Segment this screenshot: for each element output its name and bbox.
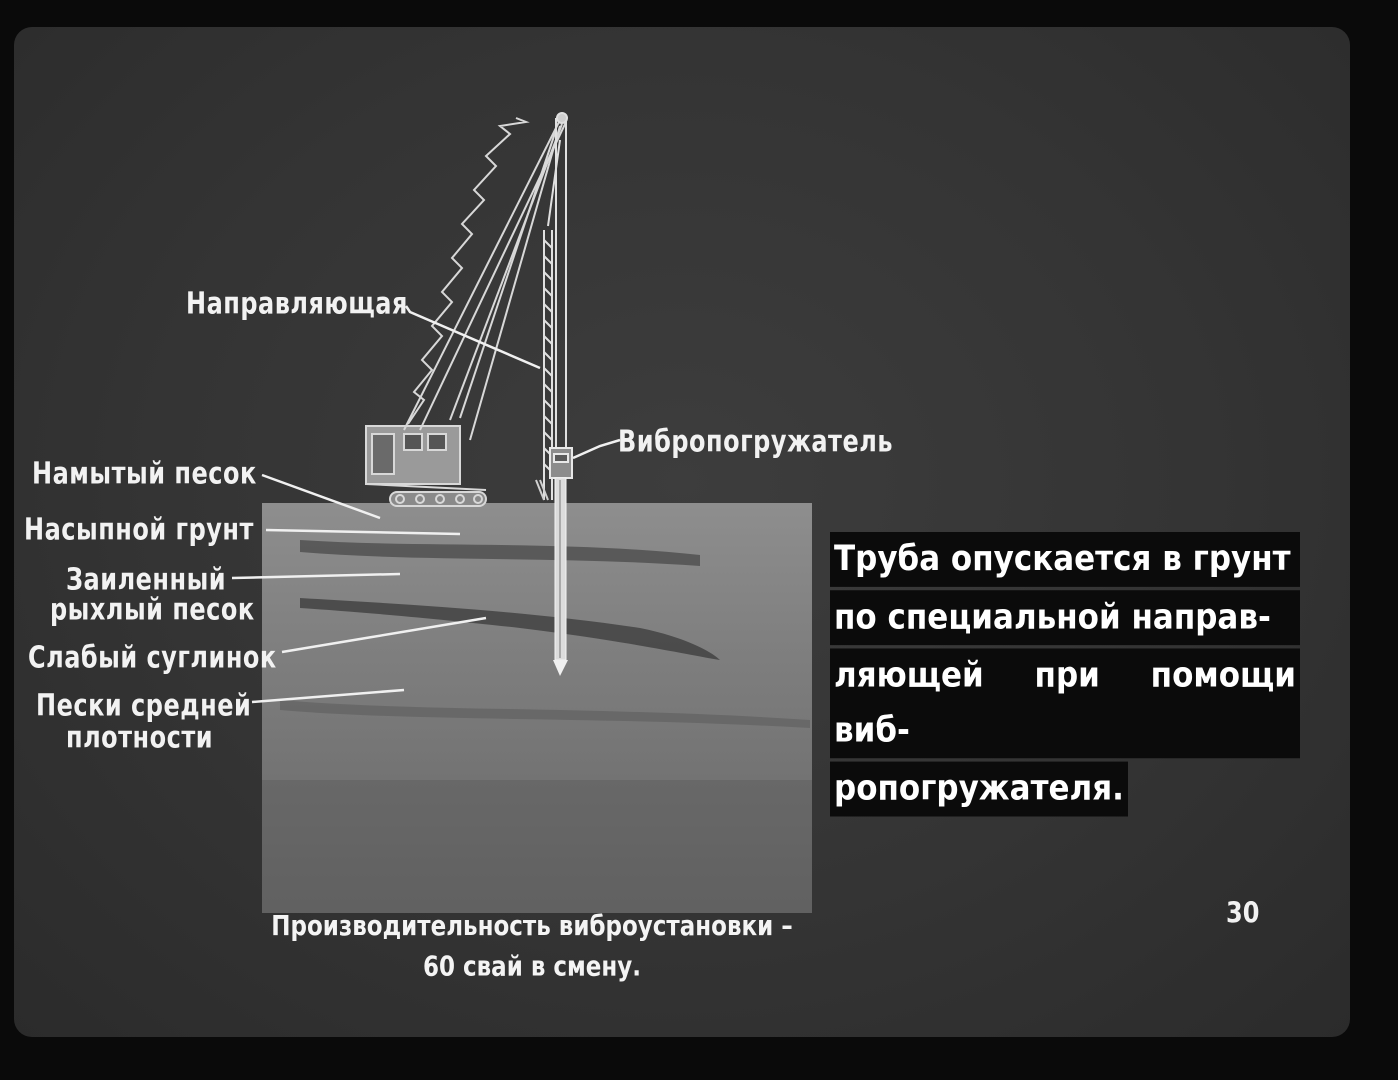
label-guide: Направляющая	[186, 286, 408, 321]
soil-deep-shade	[262, 780, 812, 913]
caption-line-2: 60 свай в смену.	[422, 951, 642, 983]
leader-vibro-driver	[573, 440, 620, 458]
description-line-1: Труба опускается в грунт	[830, 532, 1300, 587]
description-text	[830, 532, 1300, 820]
label-silty-sand-2: рыхлый песок	[50, 592, 255, 627]
page-number: 30	[1226, 896, 1260, 930]
label-weak-loam: Слабый суглинок	[28, 640, 277, 675]
description-line-4: ропогружателя.	[830, 762, 1128, 817]
description-line-2: по специальной направ-	[830, 590, 1300, 645]
label-vibro-driver: Вибропогружатель	[618, 424, 893, 459]
label-medium-sand-1: Пески средней	[36, 688, 252, 723]
label-medium-sand-2: плотности	[66, 720, 214, 755]
label-washed-sand: Намытый песок	[32, 456, 257, 491]
vibro-driver	[536, 448, 572, 500]
caption	[244, 906, 820, 988]
label-silty-sand-1: Заиленный	[66, 562, 227, 597]
label-fill-soil: Насыпной грунт	[24, 512, 254, 547]
pile-pipe	[553, 478, 568, 676]
caption-line-1: Производительность виброустановки –	[271, 910, 793, 942]
description-line-3: ляющей при помощи виб-	[830, 648, 1300, 758]
